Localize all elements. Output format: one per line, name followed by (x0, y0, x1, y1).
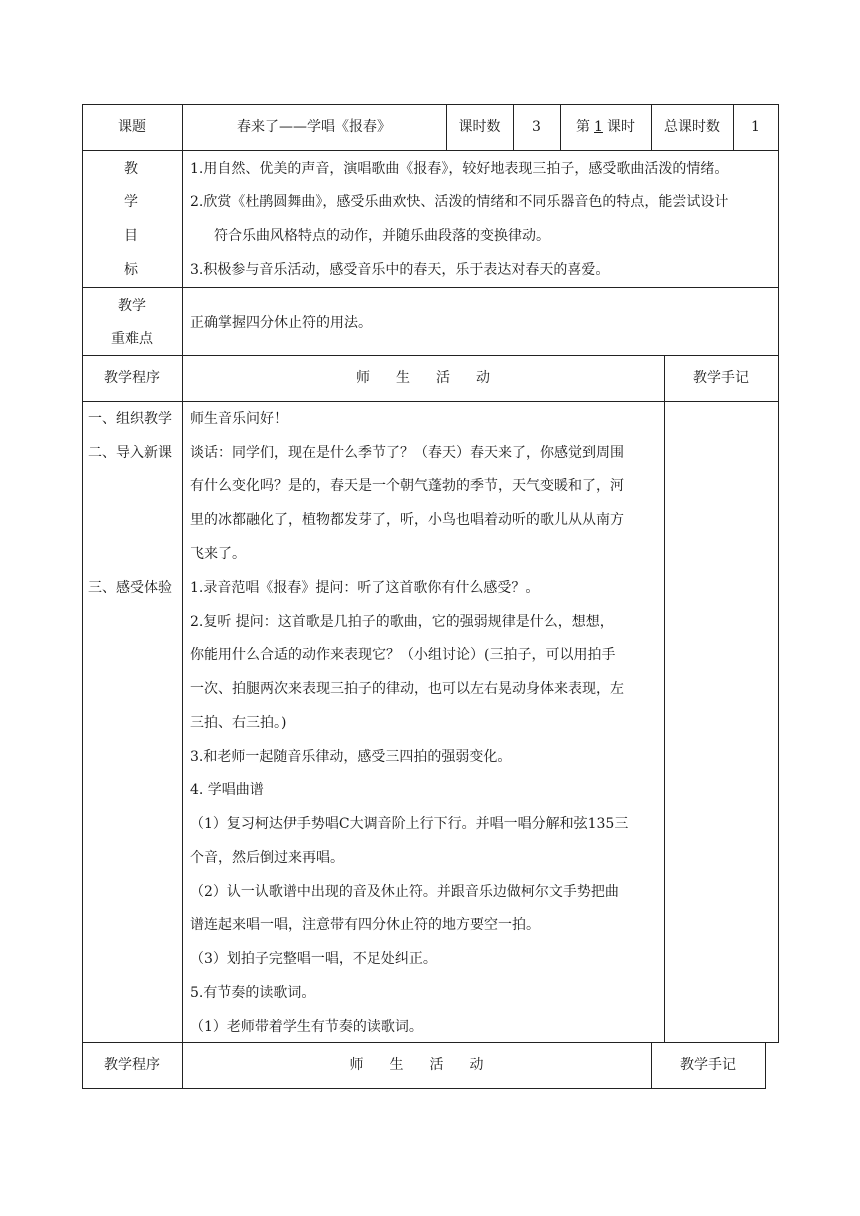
activity-line: 3.和老师一起随音乐律动，感受三四拍的强弱变化。 (190, 749, 512, 765)
row-divider (82, 150, 779, 151)
objectives-label-char: 教 (124, 161, 138, 177)
activity-line: 谈话：同学们，现在是什么季节了？（春天）春天来了，你感觉到周围 (190, 445, 624, 461)
activity-line: 你能用什么合适的动作来表现它？（小组讨论）(三拍子，可以用拍手 (190, 647, 616, 663)
objectives-label-char: 学 (124, 194, 138, 210)
row-divider (82, 401, 779, 402)
objective-line: 3.积极参与音乐活动，感受音乐中的春天，乐于表达对春天的喜爱。 (190, 262, 610, 278)
notes-column-header-repeat: 教学手记 (680, 1057, 736, 1073)
activity-line: 2.复听 提问：这首歌是几拍子的歌曲，它的强弱规律是什么，想想， (190, 614, 614, 630)
activity-line: （1）复习柯达伊手势唱C大调音阶上行下行。并唱一唱分解和弦135三 (190, 816, 629, 832)
activity-column-header (182, 355, 664, 401)
activity-line: 5.有节奏的读歌词。 (190, 985, 316, 1001)
key-points-text: 正确掌握四分休止符的用法。 (190, 315, 372, 331)
col-divider (664, 355, 665, 1043)
period-number: 1 (594, 119, 603, 135)
activity-line: （1）老师带着学生有节奏的读歌词。 (190, 1019, 423, 1035)
objective-line: 符合乐曲风格特点的动作，并随乐曲段落的变换律动。 (214, 228, 550, 244)
activity-line: （3）划拍子完整唱一唱，不足处纠正。 (190, 951, 437, 967)
period-cell (560, 104, 651, 150)
notes-column-header: 教学手记 (693, 370, 749, 386)
activity-line: 三拍、右三拍。) (190, 715, 287, 731)
objective-line: 2.欣赏《杜鹃圆舞曲》，感受乐曲欢快、活泼的情绪和不同乐器音色的特点，能尝试设计 (190, 194, 729, 210)
procedure-column-header-repeat: 教学程序 (104, 1057, 160, 1073)
topic-value: 春来了——学唱《报春》 (237, 119, 391, 135)
activity-line: 飞来了。 (190, 546, 246, 562)
procedure-step: 三、感受体验 (88, 580, 172, 596)
activity-line: 1.录音范唱《报春》提问：听了这首歌你有什么感受？。 (190, 580, 540, 596)
activity-line: 里的冰都融化了，植物都发芽了，听，小鸟也唱着动听的歌儿从从南方 (190, 512, 624, 528)
objectives-label-char: 标 (124, 262, 138, 278)
col-divider (182, 104, 183, 1089)
hours-label: 课时数 (458, 119, 501, 135)
topic-label: 课题 (118, 119, 146, 135)
activity-header-text-repeat: 师生活动 (349, 1057, 510, 1073)
period-suffix: 课时 (606, 119, 635, 135)
total-label: 总课时数 (664, 119, 720, 135)
key-points-label-line2: 重难点 (111, 331, 153, 347)
activity-column-header-repeat (182, 1042, 651, 1088)
hours-value: 3 (532, 119, 541, 135)
period-prefix: 第 (576, 119, 591, 135)
procedure-step: 一、组织教学 (88, 411, 172, 427)
activity-line: 师生音乐问好！ (190, 411, 288, 427)
row-divider (82, 287, 779, 288)
activity-line: 4. 学唱曲谱 (190, 782, 264, 798)
objectives-label-char: 目 (124, 228, 138, 244)
objective-line: 1.用自然、优美的声音，演唱歌曲《报春》，较好地表现三拍子，感受歌曲活泼的情绪。 (190, 161, 729, 177)
activity-line: 有什么变化吗？是的，春天是一个朝气蓬勃的季节，天气变暖和了，河 (190, 478, 624, 494)
key-points-label-line1: 教学 (118, 298, 146, 314)
table-border-left (82, 104, 83, 1089)
activity-line: 谱连起来唱一唱，注意带有四分休止符的地方要空一拍。 (190, 917, 540, 933)
activity-line: 一次、拍腿两次来表现三拍子的律动，也可以左右晃动身体来表现，左 (190, 681, 624, 697)
total-value: 1 (751, 119, 760, 135)
col-divider (765, 1042, 766, 1089)
activity-line: （2）认一认歌谱中出现的音及休止符。并跟音乐边做柯尔文手势把曲 (190, 884, 619, 900)
activity-header-text: 师生活动 (356, 370, 516, 386)
table-border-right (778, 104, 779, 1043)
procedure-step: 二、导入新课 (88, 445, 172, 461)
table-border-bottom (82, 1088, 766, 1089)
activity-line: 个音，然后倒过来再唱。 (190, 850, 344, 866)
procedure-column-header: 教学程序 (104, 370, 160, 386)
